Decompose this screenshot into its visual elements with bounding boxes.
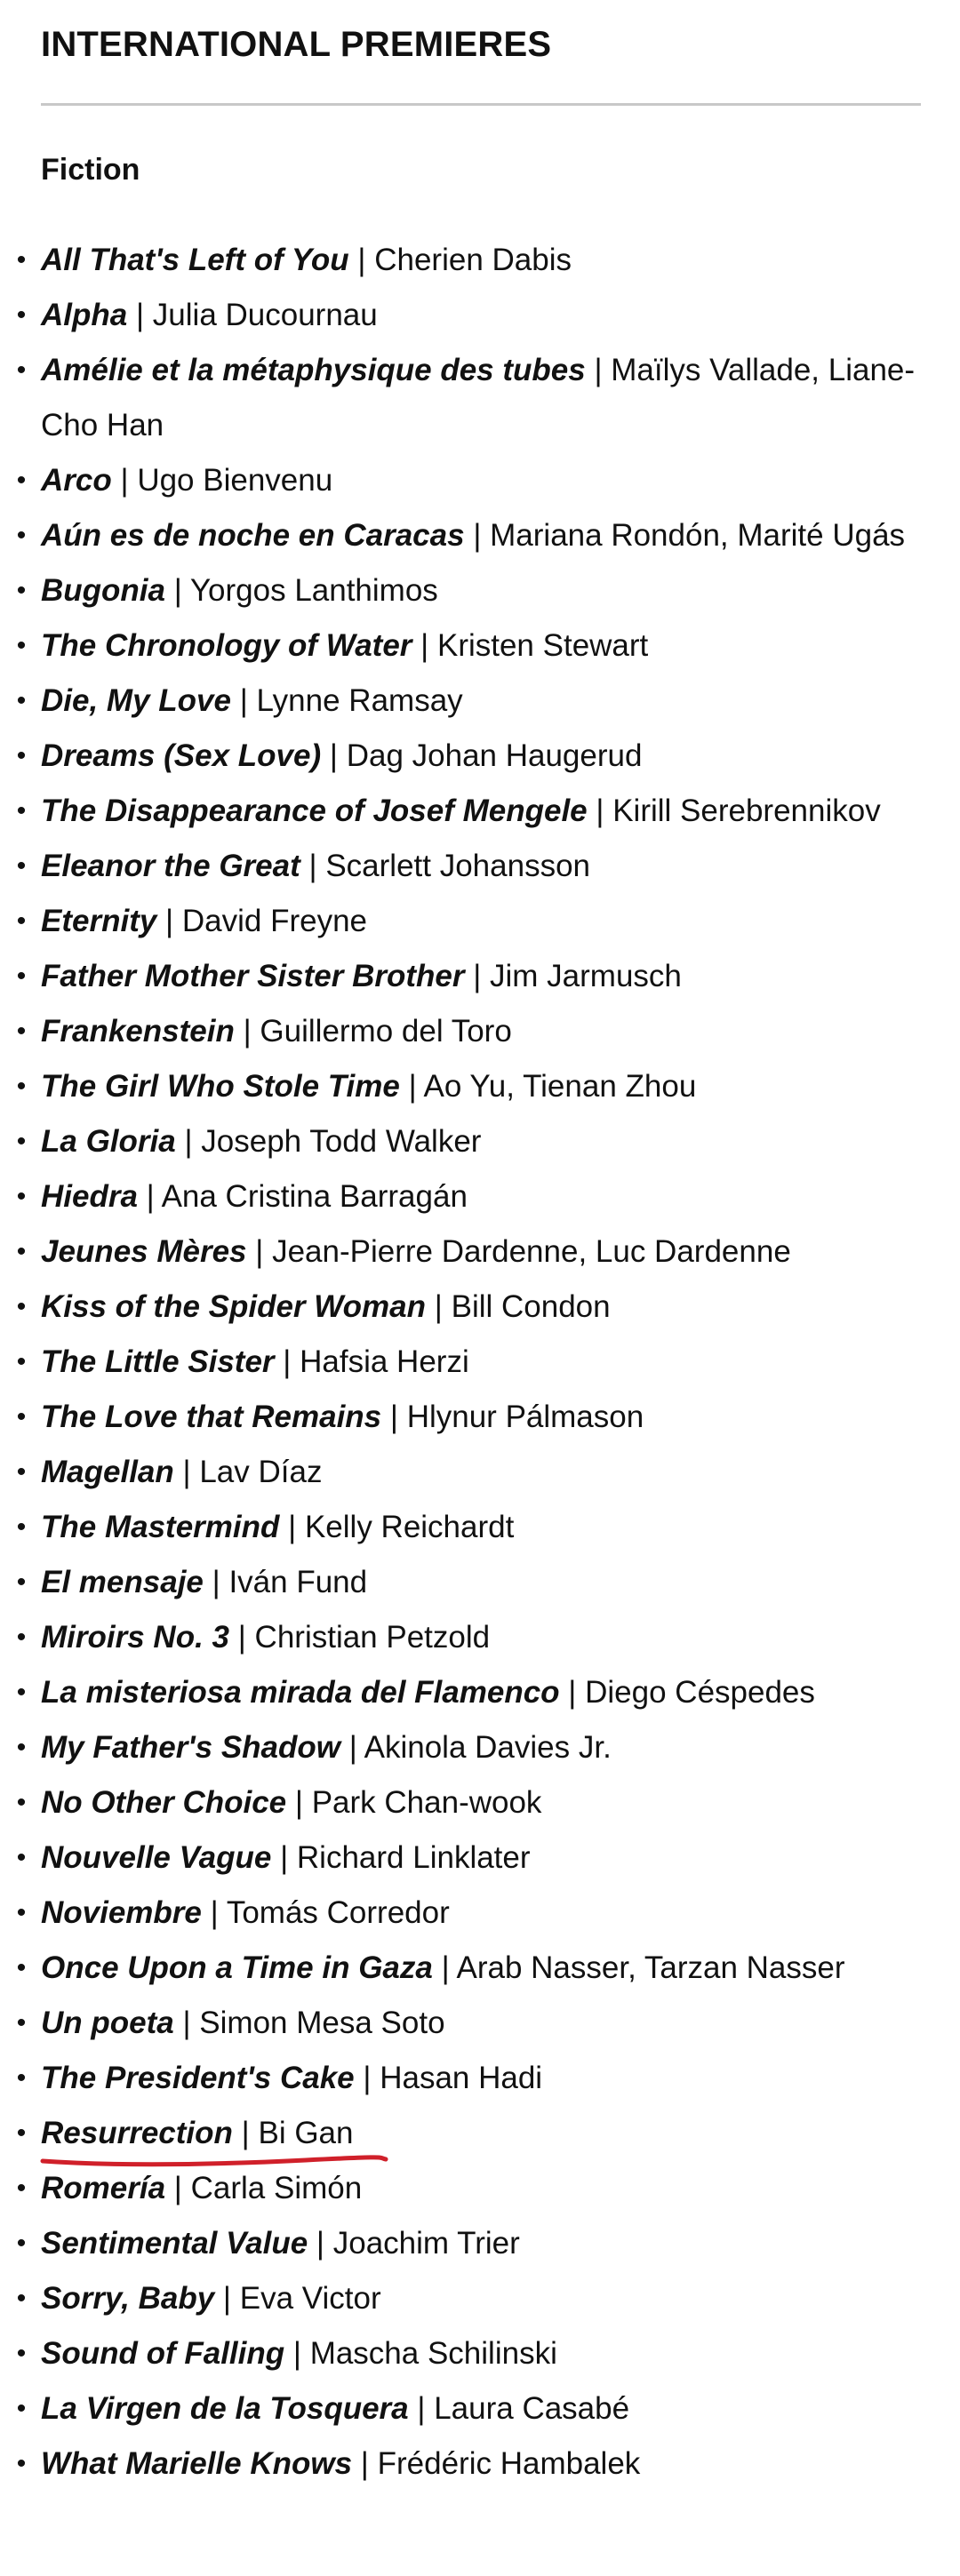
film-title: Magellan <box>41 1455 174 1489</box>
film-title: La Gloria <box>41 1124 176 1159</box>
film-title: Amélie et la métaphysique des tubes <box>41 353 586 387</box>
film-item <box>16 1500 921 1555</box>
separator: | <box>288 1510 297 1544</box>
film-title: Sorry, Baby <box>41 2281 215 2316</box>
film-title: The President's Cake <box>41 2061 355 2095</box>
film-item <box>16 1280 921 1335</box>
separator: | <box>329 738 338 773</box>
bullet-icon: • <box>16 1567 27 1597</box>
bullet-icon: • <box>16 355 27 385</box>
separator: | <box>173 573 182 608</box>
bullet-icon: • <box>16 1237 27 1266</box>
film-item <box>16 1114 921 1169</box>
film-director: Yorgos Lanthimos <box>189 573 438 608</box>
film-title: The Girl Who Stole Time <box>41 1069 400 1104</box>
film-director: Bi Gan <box>258 2116 354 2150</box>
film-director: Simon Mesa Soto <box>199 2006 445 2040</box>
film-item <box>16 839 921 894</box>
film-director: Ana Cristina Barragán <box>161 1179 468 1214</box>
film-director: Jim Jarmusch <box>490 959 682 993</box>
bullet-icon: • <box>16 576 27 605</box>
film-director: Diego Céspedes <box>585 1675 815 1710</box>
film-item <box>16 1555 921 1610</box>
film-item <box>16 1941 921 1996</box>
film-item <box>16 2271 921 2326</box>
separator: | <box>280 1840 289 1875</box>
film-director: Arab Nasser, Tarzan Nasser <box>456 1950 845 1985</box>
film-director: Hlynur Pálmason <box>406 1400 644 1434</box>
bullet-icon: • <box>16 2173 27 2203</box>
bullet-icon: • <box>16 1182 27 1211</box>
bullet-icon: • <box>16 1072 27 1101</box>
film-title: What Marielle Knows <box>41 2446 353 2481</box>
bullet-icon: • <box>16 1733 27 1762</box>
separator: | <box>420 628 429 663</box>
film-item <box>16 1720 921 1775</box>
film-director: Park Chan-wook <box>311 1785 542 1820</box>
bullet-icon: • <box>16 1512 27 1542</box>
film-item <box>16 1004 921 1059</box>
bullet-icon: • <box>16 1678 27 1707</box>
film-item <box>16 288 921 343</box>
film-item <box>16 1445 921 1500</box>
separator: | <box>568 1675 577 1710</box>
film-item <box>16 1996 921 2051</box>
film-director: Joseph Todd Walker <box>201 1124 482 1159</box>
separator: | <box>441 1950 450 1985</box>
separator: | <box>434 1289 443 1324</box>
bullet-icon: • <box>16 1623 27 1652</box>
film-director: Jean-Pierre Dardenne, Luc Dardenne <box>272 1234 791 1269</box>
bullet-icon: • <box>16 521 27 550</box>
bullet-icon: • <box>16 2449 27 2478</box>
separator: | <box>389 1400 398 1434</box>
film-title: El mensaje <box>41 1565 204 1599</box>
film-item <box>16 2106 921 2161</box>
separator: | <box>473 518 482 553</box>
film-director: Frédéric Hambalek <box>377 2446 641 2481</box>
film-title: Alpha <box>41 298 128 332</box>
film-director: Scarlett Johansson <box>325 849 590 883</box>
separator: | <box>182 2006 191 2040</box>
film-title: Sentimental Value <box>41 2226 308 2261</box>
film-title: Resurrection <box>41 2116 233 2150</box>
bullet-icon: • <box>16 1843 27 1872</box>
separator: | <box>360 2446 369 2481</box>
film-title: Miroirs No. 3 <box>41 1620 229 1655</box>
film-title: La Virgen de la Tosquera <box>41 2391 409 2426</box>
bullet-icon: • <box>16 906 27 936</box>
film-title: Father Mother Sister Brother <box>41 959 465 993</box>
film-item <box>16 2436 921 2492</box>
film-director: Ao Yu, Tienan Zhou <box>423 1069 697 1104</box>
film-director: Akinola Davies Jr. <box>364 1730 612 1765</box>
bullet-icon: • <box>16 1127 27 1156</box>
film-director: Lav Díaz <box>199 1455 323 1489</box>
film-title: Kiss of the Spider Woman <box>41 1289 427 1324</box>
bullet-icon: • <box>16 2008 27 2038</box>
film-item <box>16 343 921 453</box>
film-director: Hafsia Herzi <box>300 1344 469 1379</box>
separator: | <box>348 1730 357 1765</box>
bullet-icon: • <box>16 2118 27 2148</box>
separator: | <box>283 1344 292 1379</box>
film-title: Dreams (Sex Love) <box>41 738 322 773</box>
bullet-icon: • <box>16 2229 27 2258</box>
separator: | <box>473 959 482 993</box>
film-director: Lynne Ramsay <box>256 683 463 718</box>
film-director: Julia Ducournau <box>152 298 378 332</box>
film-title: The Mastermind <box>41 1510 280 1544</box>
bullet-icon: • <box>16 1457 27 1487</box>
separator: | <box>120 463 129 498</box>
film-director: Joachim Trier <box>332 2226 520 2261</box>
film-item <box>16 1335 921 1390</box>
separator: | <box>308 849 317 883</box>
film-title: Bugonia <box>41 573 165 608</box>
film-director: Mariana Rondón, Marité Ugás <box>490 518 906 553</box>
film-title: Un poeta <box>41 2006 174 2040</box>
film-item <box>16 949 921 1004</box>
film-director: Ugo Bienvenu <box>137 463 333 498</box>
film-director: Guillermo del Toro <box>260 1014 512 1049</box>
separator: | <box>182 1455 191 1489</box>
separator: | <box>594 353 603 387</box>
separator: | <box>237 1620 246 1655</box>
film-director: Bill Condon <box>451 1289 611 1324</box>
film-title: My Father's Shadow <box>41 1730 340 1765</box>
separator: | <box>212 1565 220 1599</box>
bullet-icon: • <box>16 2339 27 2368</box>
bullet-icon: • <box>16 2394 27 2423</box>
film-title: Hiedra <box>41 1179 138 1214</box>
film-title: Eternity <box>41 904 157 938</box>
film-director: Dag Johan Haugerud <box>346 738 643 773</box>
film-director: Hasan Hadi <box>380 2061 543 2095</box>
separator: | <box>292 2336 301 2371</box>
separator: | <box>316 2226 325 2261</box>
bullet-icon: • <box>16 961 27 991</box>
film-item <box>16 508 921 563</box>
film-title: Frankenstein <box>41 1014 235 1049</box>
bullet-icon: • <box>16 741 27 770</box>
separator: | <box>146 1179 155 1214</box>
film-title: Nouvelle Vague <box>41 1840 272 1875</box>
film-item <box>16 2051 921 2106</box>
separator: | <box>165 904 174 938</box>
film-title: Die, My Love <box>41 683 231 718</box>
bullet-icon: • <box>16 851 27 881</box>
film-item <box>16 2161 921 2216</box>
separator: | <box>243 1014 252 1049</box>
film-item <box>16 1775 921 1830</box>
film-director: Iván Fund <box>228 1565 368 1599</box>
bullet-icon: • <box>16 686 27 715</box>
section-heading: INTERNATIONAL PREMIERES <box>41 25 552 64</box>
film-item <box>16 618 921 674</box>
film-item <box>16 1169 921 1224</box>
film-director: Richard Linklater <box>296 1840 531 1875</box>
separator: | <box>357 243 366 277</box>
bullet-icon: • <box>16 2063 27 2093</box>
film-director: Cherien Dabis <box>374 243 572 277</box>
film-item <box>16 729 921 784</box>
bullet-icon: • <box>16 631 27 660</box>
film-director: Kelly Reichardt <box>304 1510 515 1544</box>
film-item <box>16 1665 921 1720</box>
bullet-icon: • <box>16 1347 27 1376</box>
film-item <box>16 784 921 839</box>
bullet-icon: • <box>16 1292 27 1321</box>
film-item <box>16 1059 921 1114</box>
film-title: Once Upon a Time in Gaza <box>41 1950 433 1985</box>
bullet-icon: • <box>16 1788 27 1817</box>
separator: | <box>184 1124 193 1159</box>
film-item <box>16 894 921 949</box>
separator: | <box>255 1234 264 1269</box>
film-director: Laura Casabé <box>434 2391 630 2426</box>
bullet-icon: • <box>16 796 27 825</box>
bullet-icon: • <box>16 245 27 275</box>
film-item <box>16 2216 921 2271</box>
category-heading: Fiction <box>41 153 140 187</box>
separator: | <box>408 1069 417 1104</box>
film-title: La misteriosa mirada del Flamenco <box>41 1675 560 1710</box>
divider <box>41 103 921 106</box>
film-title: Sound of Falling <box>41 2336 285 2371</box>
film-director: Maïlys Vallade, Liane-Cho Han <box>41 353 916 443</box>
film-title: All That's Left of You <box>41 243 349 277</box>
film-title: The Chronology of Water <box>41 628 412 663</box>
film-item <box>16 674 921 729</box>
film-director: Carla Simón <box>190 2171 363 2205</box>
film-title: Romería <box>41 2171 166 2205</box>
bullet-icon: • <box>16 1402 27 1432</box>
film-item <box>16 1390 921 1445</box>
separator: | <box>363 2061 372 2095</box>
film-title: The Disappearance of Josef Mengele <box>41 794 588 828</box>
film-title: The Little Sister <box>41 1344 275 1379</box>
film-director: Christian Petzold <box>254 1620 491 1655</box>
film-title: No Other Choice <box>41 1785 287 1820</box>
bullet-icon: • <box>16 300 27 330</box>
film-item <box>16 1224 921 1280</box>
film-title: Eleanor the Great <box>41 849 300 883</box>
film-item <box>16 2381 921 2436</box>
article-section <box>16 0 921 2492</box>
film-item <box>16 2326 921 2381</box>
separator: | <box>135 298 145 332</box>
film-director: Eva Victor <box>239 2281 381 2316</box>
separator: | <box>294 1785 303 1820</box>
separator: | <box>417 2391 426 2426</box>
film-director: David Freyne <box>181 904 368 938</box>
film-item <box>16 453 921 508</box>
film-title: Noviembre <box>41 1895 202 1930</box>
separator: | <box>241 2116 250 2150</box>
film-director: Mascha Schilinski <box>309 2336 557 2371</box>
film-title: Arco <box>41 463 112 498</box>
film-list <box>16 233 921 2492</box>
separator: | <box>239 683 248 718</box>
separator: | <box>173 2171 182 2205</box>
bullet-icon: • <box>16 2284 27 2313</box>
film-title: Aún es de noche en Caracas <box>41 518 465 553</box>
film-director: Kirill Serebrennikov <box>612 794 881 828</box>
separator: | <box>596 794 604 828</box>
film-item <box>16 563 921 618</box>
bullet-icon: • <box>16 1898 27 1927</box>
film-director: Kristen Stewart <box>436 628 649 663</box>
film-title: Jeunes Mères <box>41 1234 247 1269</box>
bullet-icon: • <box>16 1953 27 1982</box>
film-item <box>16 233 921 288</box>
film-item <box>16 1886 921 1941</box>
film-item <box>16 1830 921 1886</box>
separator: | <box>222 2281 231 2316</box>
film-item <box>16 1610 921 1665</box>
film-director: Tomás Corredor <box>226 1895 450 1930</box>
bullet-icon: • <box>16 1017 27 1046</box>
separator: | <box>210 1895 219 1930</box>
bullet-icon: • <box>16 466 27 495</box>
film-title: The Love that Remains <box>41 1400 382 1434</box>
